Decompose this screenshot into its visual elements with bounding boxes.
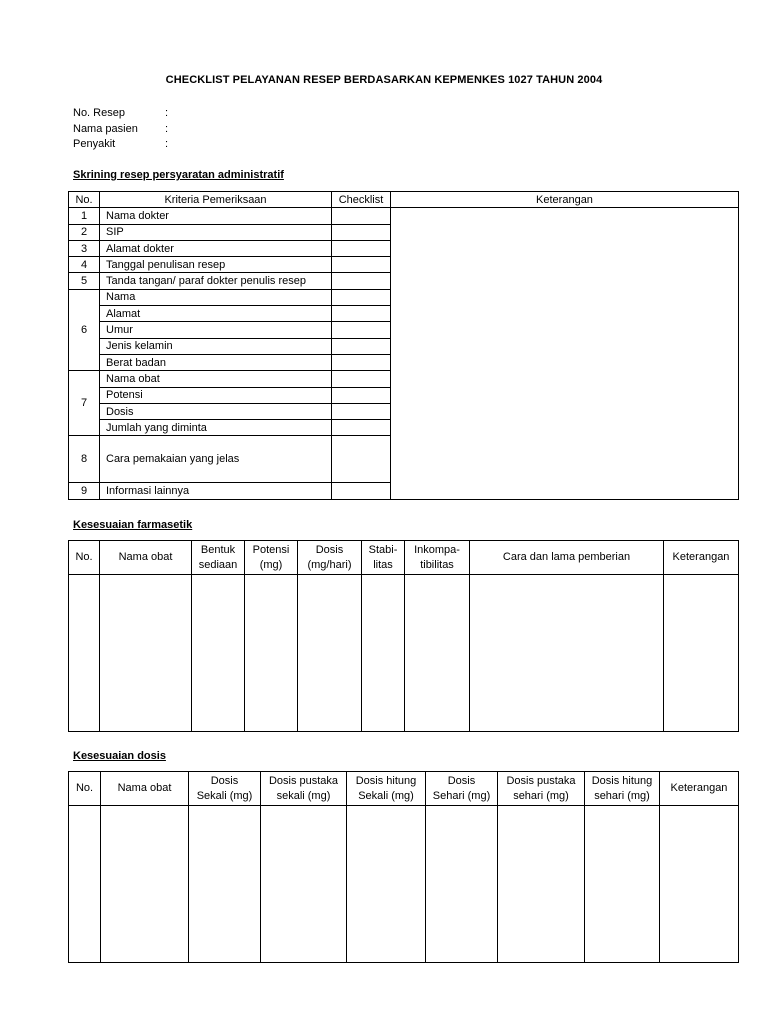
column-header-line: sehari (mg) — [594, 789, 650, 802]
kriteria-cell: Nama dokter — [100, 208, 332, 224]
checklist-cell[interactable] — [332, 338, 391, 354]
checklist-cell[interactable] — [332, 403, 391, 419]
column-header — [426, 772, 498, 806]
table-header-row — [69, 192, 739, 208]
checklist-cell[interactable] — [332, 322, 391, 338]
checklist-cell[interactable] — [332, 387, 391, 403]
column-header-line: Dosis — [210, 774, 239, 787]
column-header — [664, 541, 739, 575]
entry-cell[interactable] — [245, 575, 298, 732]
entry-cell[interactable] — [69, 575, 100, 732]
column-header — [498, 772, 585, 806]
column-header-line: Cara dan lama pemberian — [502, 551, 631, 563]
meta-separator: : — [165, 107, 169, 119]
column-header-line: Inkompa- — [414, 543, 460, 556]
header-keterangan: Keterangan — [391, 192, 739, 208]
checklist-cell[interactable] — [332, 420, 391, 436]
kriteria-cell: Dosis — [100, 403, 332, 419]
column-header-line: Bentuk — [200, 543, 236, 556]
farmasetik-table — [68, 540, 739, 732]
row-number: 4 — [69, 257, 100, 273]
checklist-cell[interactable] — [332, 483, 391, 499]
entry-cell[interactable] — [585, 806, 660, 963]
section-heading-dosis: Kesesuaian dosis — [73, 750, 166, 762]
checklist-cell[interactable] — [332, 289, 391, 305]
meta-label: No. Resep — [73, 107, 125, 119]
table-header-row — [69, 541, 739, 575]
entry-cell[interactable] — [298, 575, 362, 732]
checklist-cell[interactable] — [332, 354, 391, 370]
column-header — [69, 772, 101, 806]
column-header-line: Potensi — [252, 543, 290, 556]
kriteria-cell: Berat badan — [100, 354, 332, 370]
row-number: 2 — [69, 224, 100, 240]
column-header-line: Sehari (mg) — [432, 789, 491, 802]
checklist-cell[interactable] — [332, 371, 391, 387]
patient-info — [73, 106, 168, 153]
entry-cell[interactable] — [101, 806, 189, 963]
entry-cell[interactable] — [69, 806, 101, 963]
column-header — [261, 772, 347, 806]
row-number: 3 — [69, 240, 100, 256]
column-header-line: Dosis hitung — [591, 774, 653, 787]
column-header-line: Sekali (mg) — [196, 789, 253, 802]
column-header — [585, 772, 660, 806]
column-header-line: Dosis pustaka — [506, 774, 576, 787]
kriteria-cell: Cara pemakaian yang jelas — [100, 436, 332, 483]
document-title: CHECKLIST PELAYANAN RESEP BERDASARKAN KEPMENKES 1027 TAHUN 2004 — [165, 74, 603, 86]
row-number: 7 — [69, 371, 100, 436]
column-header-line: Keterangan — [672, 551, 730, 563]
kriteria-cell: Potensi — [100, 387, 332, 403]
entry-cell[interactable] — [405, 575, 470, 732]
row-number: 8 — [69, 436, 100, 483]
table-row — [69, 806, 739, 963]
column-header — [245, 541, 298, 575]
column-header — [100, 541, 192, 575]
meta-separator: : — [165, 138, 169, 150]
row-number: 5 — [69, 273, 100, 289]
checklist-cell[interactable] — [332, 240, 391, 256]
entry-cell[interactable] — [362, 575, 405, 732]
skrining-table — [68, 191, 739, 500]
column-header — [362, 541, 405, 575]
entry-cell[interactable] — [192, 575, 245, 732]
column-header — [101, 772, 189, 806]
meta-row-penyakit — [73, 137, 168, 153]
entry-cell[interactable] — [189, 806, 261, 963]
entry-cell[interactable] — [664, 575, 739, 732]
header-no: No. — [69, 192, 100, 208]
row-number: 6 — [69, 289, 100, 370]
checklist-cell[interactable] — [332, 208, 391, 224]
meta-row-no-resep — [73, 106, 168, 122]
kriteria-cell: Umur — [100, 322, 332, 338]
column-header — [405, 541, 470, 575]
column-header-line: Sekali (mg) — [358, 789, 414, 802]
entry-cell[interactable] — [426, 806, 498, 963]
kriteria-cell: Alamat — [100, 306, 332, 322]
entry-cell[interactable] — [498, 806, 585, 963]
column-header — [470, 541, 664, 575]
column-header-line: sekali (mg) — [276, 789, 331, 802]
kriteria-cell: Jenis kelamin — [100, 338, 332, 354]
kriteria-cell: Nama — [100, 289, 332, 305]
column-header-line: sehari (mg) — [513, 789, 569, 802]
column-header-line: No. — [75, 782, 94, 794]
kriteria-cell: Informasi lainnya — [100, 483, 332, 499]
kriteria-cell: Nama obat — [100, 371, 332, 387]
keterangan-cell[interactable] — [391, 208, 739, 499]
header-kriteria: Kriteria Pemeriksaan — [100, 192, 332, 208]
column-header-line: Nama obat — [117, 782, 172, 794]
section-heading-skrining: Skrining resep persyaratan administratif — [73, 169, 284, 181]
column-header — [189, 772, 261, 806]
table-header-row — [69, 772, 739, 806]
kriteria-cell: SIP — [100, 224, 332, 240]
meta-label: Penyakit — [73, 138, 116, 150]
column-header — [347, 772, 426, 806]
row-number: 1 — [69, 208, 100, 224]
column-header-line: tibilitas — [420, 558, 454, 571]
column-header-line: No. — [75, 551, 93, 563]
kriteria-cell: Alamat dokter — [100, 240, 332, 256]
column-header-line: Dosis pustaka — [268, 774, 339, 787]
section-heading-farmasetik: Kesesuaian farmasetik — [73, 519, 193, 531]
table-row — [69, 575, 739, 732]
column-header — [192, 541, 245, 575]
column-header-line: litas — [373, 558, 393, 571]
column-header-line: Nama obat — [118, 551, 173, 563]
column-header-line: Stabi- — [368, 543, 398, 556]
column-header-line: Keterangan — [670, 782, 728, 794]
entry-cell[interactable] — [347, 806, 426, 963]
entry-cell[interactable] — [470, 575, 664, 732]
column-header-line: Dosis — [315, 543, 344, 556]
entry-cell[interactable] — [100, 575, 192, 732]
entry-cell[interactable] — [660, 806, 739, 963]
column-header — [660, 772, 739, 806]
column-header-line: Dosis — [447, 774, 476, 787]
checklist-cell[interactable] — [332, 257, 391, 273]
meta-label: Nama pasien — [73, 122, 138, 135]
dosis-table — [68, 771, 739, 963]
column-header-line: (mg) — [259, 558, 283, 571]
header-checklist: Checklist — [332, 192, 391, 208]
column-header — [69, 541, 100, 575]
row-number: 9 — [69, 483, 100, 499]
checklist-cell[interactable] — [332, 273, 391, 289]
column-header — [298, 541, 362, 575]
column-header-line: Dosis hitung — [355, 774, 417, 787]
checklist-cell[interactable] — [332, 306, 391, 322]
kriteria-cell: Tanda tangan/ paraf dokter penulis resep — [100, 273, 332, 289]
checklist-cell[interactable] — [332, 224, 391, 240]
kriteria-cell: Jumlah yang diminta — [100, 420, 332, 436]
meta-row-nama-pasien — [73, 122, 168, 138]
table-row — [69, 208, 739, 224]
checklist-cell[interactable] — [332, 436, 391, 483]
entry-cell[interactable] — [261, 806, 347, 963]
column-header-line: sediaan — [198, 558, 238, 571]
kriteria-cell: Tanggal penulisan resep — [100, 257, 332, 273]
meta-separator: : — [165, 122, 169, 135]
column-header-line: (mg/hari) — [307, 558, 352, 571]
